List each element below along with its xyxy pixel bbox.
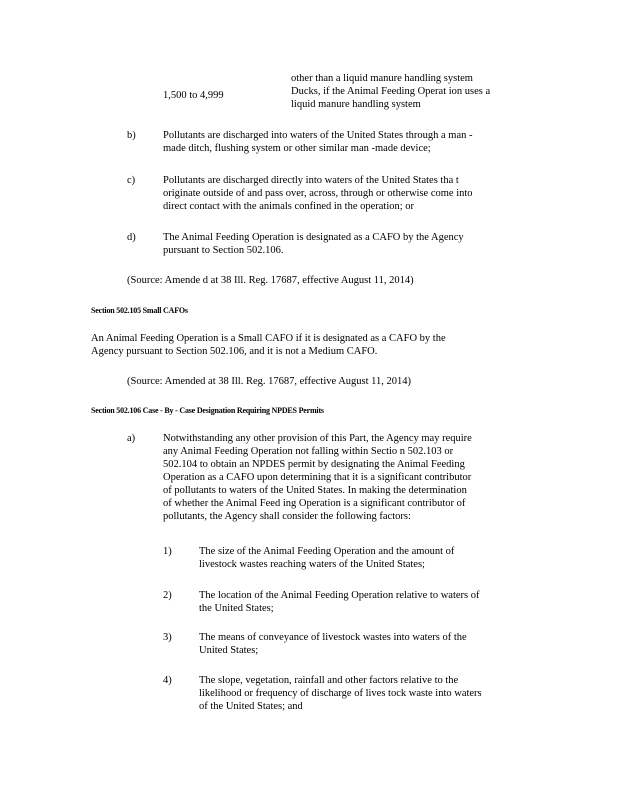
text-line: Operation as a CAFO upon determining that it is a significant contributor: [163, 472, 472, 483]
text-line: Agency pursuant to Section 502.106, and it is not a Medium CAFO.: [91, 346, 378, 357]
text-line: livestock wastes reaching waters of the United States;: [199, 559, 425, 570]
text-line: Ducks, if the Animal Feeding Operat ion uses a: [291, 86, 491, 97]
item-marker: b): [127, 130, 136, 141]
section-body: [91, 332, 511, 358]
text-line: the United States;: [199, 603, 274, 614]
item-marker: 3): [163, 632, 172, 643]
text-line: The size of the Animal Feeding Operation and the amount of: [199, 546, 455, 557]
item-marker: d): [127, 232, 136, 243]
text-line: made ditch, flushing system or other similar man -made device;: [163, 143, 431, 154]
list-item: [199, 545, 524, 571]
table-cell-count: 1,500 to 4,999: [163, 90, 224, 101]
text-line: An Animal Feeding Operation is a Small CAFO if it is designated as a CAFO by the: [91, 333, 446, 344]
text-line: likelihood or frequency of discharge of lives tock waste into waters: [199, 688, 482, 699]
source-note: (Source: Amended at 38 Ill. Reg. 17687, effective August 11, 2014): [127, 376, 412, 387]
list-item: [199, 589, 524, 615]
section-heading: Section 502.105 Small CAFOs: [91, 306, 188, 315]
text-line: any Animal Feeding Operation not falling within Sectio n 502.103 or: [163, 446, 454, 457]
list-item: [163, 432, 523, 523]
item-marker: a): [127, 433, 136, 444]
list-item: [163, 129, 523, 155]
source-note: (Source: Amende d at 38 Ill. Reg. 17687, effective August 11, 2014): [127, 275, 414, 286]
list-item: [163, 174, 523, 213]
item-marker: 2): [163, 590, 172, 601]
text-line: of pollutants to waters of the United States. In making the determination: [163, 485, 467, 496]
text-line: pursuant to Section 502.106.: [163, 245, 284, 256]
item-marker: 1): [163, 546, 172, 557]
text-line: other than a liquid manure handling system: [291, 73, 473, 84]
text-line: originate outside of and pass over, across, through or otherwise come into: [163, 188, 473, 199]
text-line: Pollutants are discharged directly into waters of the United States tha t: [163, 175, 459, 186]
text-line: Pollutants are discharged into waters of the United States through a man -: [163, 130, 473, 141]
list-item: [163, 231, 523, 257]
text-line: Notwithstanding any other provision of this Part, the Agency may require: [163, 433, 472, 444]
item-marker: 4): [163, 675, 172, 686]
text-line: The Animal Feeding Operation is designated as a CAFO by the Agency: [163, 232, 464, 243]
text-line: of whether the Animal Feed ing Operation is a significant contributor of: [163, 498, 466, 509]
table-cell-description: [291, 72, 519, 111]
item-marker: c): [127, 175, 136, 186]
text-line: 502.104 to obtain an NPDES permit by designating the Animal Feeding: [163, 459, 465, 470]
text-line: pollutants, the Agency shall consider the following factors:: [163, 511, 411, 522]
list-item: [199, 674, 524, 713]
section-heading: Section 502.106 Case - By - Case Designation Requiring NPDES Permits: [91, 406, 324, 415]
text-line: of the United States; and: [199, 701, 303, 712]
text-line: United States;: [199, 645, 259, 656]
list-item: [199, 631, 524, 657]
text-line: The slope, vegetation, rainfall and other factors relative to the: [199, 675, 459, 686]
text-line: The means of conveyance of livestock wastes into waters of the: [199, 632, 467, 643]
text-line: The location of the Animal Feeding Operation relative to waters of: [199, 590, 480, 601]
text-line: direct contact with the animals confined in the operation; or: [163, 201, 415, 212]
text-line: liquid manure handling system: [291, 99, 421, 110]
